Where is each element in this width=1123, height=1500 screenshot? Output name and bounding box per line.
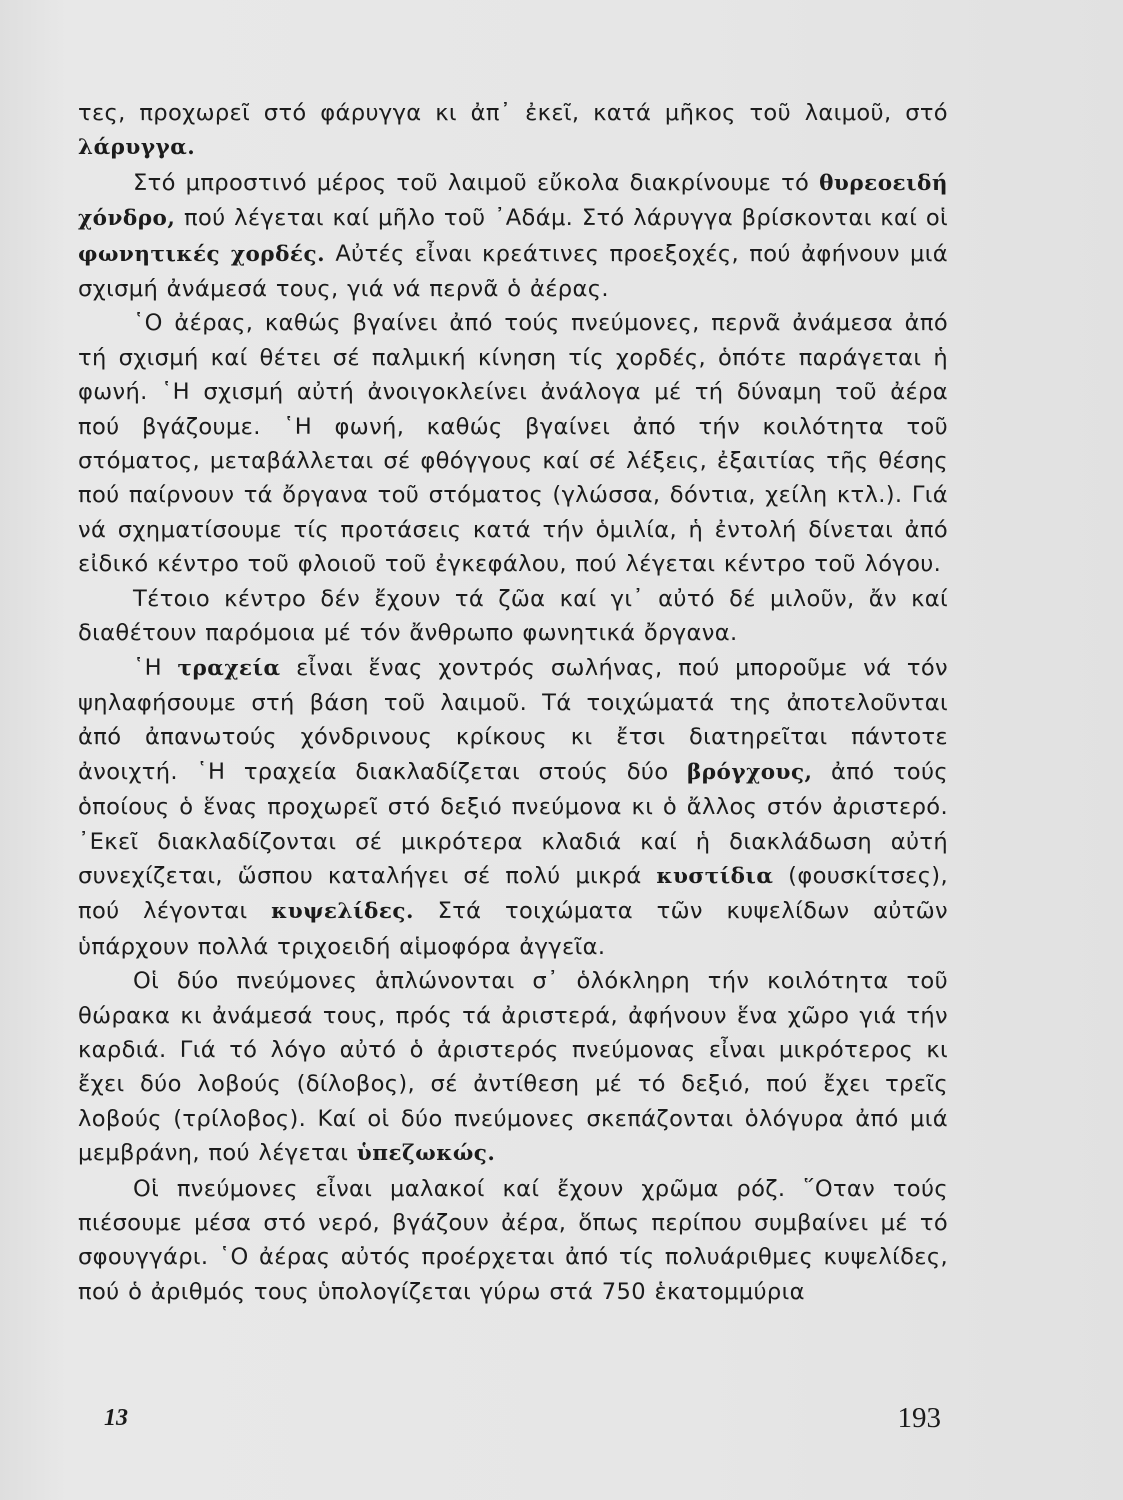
text-run: Στά τοιχώματα τῶν κυψελίδων αὐτῶν ὑπάρχουν πολλά τριχοειδή αἱμοφόρα ἀγγεῖα.: [78, 898, 948, 960]
paragraph: [78, 582, 948, 651]
bold-term: φωνητικές χορδές.: [78, 241, 326, 267]
paragraph: [78, 651, 948, 965]
text-run: ἀπό τούς ὁποίους ὁ ἕνας προχωρεῖ στό δεξιό πνεύμονα κι ὁ ἄλλος στόν ἀριστερό. ᾽Εκεῖ διακλαδίζονται σέ μικρότερα κλαδιά καί ἡ διακλάδωση αὐτή συνεχίζεται, ὥσπου καταλήγει σέ πολύ μικρά: [78, 758, 948, 889]
bold-term: τραχεία: [177, 655, 281, 681]
paragraph: [78, 306, 948, 581]
text-run: Τέτοιο κέντρο δέν ἔχουν τά ζῶα καί γι᾽ αὐτό δέ μιλοῦν, ἄν καί διαθέτουν παρόμοια μέ τόν ἄνθρωπο φωνητικά ὄργανα.: [78, 585, 948, 647]
bold-term: θυρεοειδή χόνδρο,: [78, 170, 948, 232]
text-run: Στό μπροστινό μέρος τοῦ λαιμοῦ εὔκολα διακρίνουμε τό: [133, 169, 820, 196]
bold-term: βρόγχους,: [686, 759, 813, 785]
text-run: Αὐτές εἶναι κρεάτινες προεξοχές, πού ἀφήνουν μιά σχισμή ἀνάμεσά τους, γιά νά περνᾶ ὁ ἀέρας.: [78, 240, 948, 303]
bold-term: κυψελίδες.: [271, 899, 414, 925]
text-run: πού λέγεται καί μῆλο τοῦ ᾽Αδάμ. Στό λάρυγγα βρίσκονται καί οἱ: [175, 205, 948, 232]
printer-signature-mark: 13: [104, 1405, 128, 1431]
paragraph: [78, 96, 948, 166]
page-number: 193: [897, 1402, 941, 1434]
paragraph: [78, 166, 948, 307]
text-run: τες, προχωρεῖ στό φάρυγγα κι ἀπ᾽ ἐκεῖ, κατά μῆκος τοῦ λαιμοῦ, στό: [78, 100, 948, 126]
bold-term: λάρυγγα.: [78, 135, 196, 161]
paragraph: [78, 964, 948, 1171]
text-run: Οἱ δύο πνεύμονες ἁπλώνονται σ᾽ ὁλόκληρη τήν κοιλότητα τοῦ θώρακα κι ἀνάμεσά τους, πρός τά ἀριστερά, ἀφήνουν ἕνα χῶρο γιά τήν καρδιά. Γιά τό λόγο αὐτό ὁ ἀριστερός πνεύμονας εἶναι μικρότερος κι ἔχει δύο λοβούς (δίλοβος), σέ ἀντίθεση μέ τό δεξιό, πού ἔχει τρεῖς λοβούς (τρίλοβος). Καί οἱ δύο πνεύμονες σκεπάζονται ὁλόγυρα ἀπό μιά μεμβράνη, πού λέγεται: [78, 968, 948, 1167]
body-text: [78, 96, 948, 1309]
paragraph: [78, 1172, 948, 1310]
text-run: ῾Ο ἀέρας, καθώς βγαίνει ἀπό τούς πνεύμονες, περνᾶ ἀνάμεσα ἀπό τή σχισμή καί θέτει σέ παλμική κίνηση τίς χορδές, ὁπότε παράγεται ἡ φωνή. ῾Η σχισμή αὐτή ἀνοιγοκλείνει ἀνάλογα μέ τή δύναμη τοῦ ἀέρα πού βγάζουμε. ῾Η φωνή, καθώς βγαίνει ἀπό τήν κοιλότητα τοῦ στόματος, μεταβάλλεται σέ φθόγγους καί σέ λέξεις, ἐξαιτίας τῆς θέσης πού παίρνουν τά ὄργανα τοῦ στόματος (γλώσσα, δόντια, χείλη κτλ.). Γιά νά σχηματίσουμε τίς προτάσεις κατά τήν ὁμιλία, ἡ ἐντολή δίνεται ἀπό εἰδικό κέντρο τοῦ φλοιοῦ τοῦ ἐγκεφάλου, πού λέγεται κέντρο τοῦ λόγου.: [78, 310, 948, 578]
bold-term: κυστίδια: [656, 863, 774, 889]
text-run: (φουσκίτσες), πού λέγονται: [78, 862, 948, 925]
text-run: εἶναι ἕνας χοντρός σωλήνας, πού μποροῦμε νά τόν ψηλαφήσουμε στή βάση τοῦ λαιμοῦ. Τά τοιχώματά της ἀποτελοῦνται ἀπό ἀπανωτούς χόνδρινους κρίκους κι ἔτσι διατηρεῖται πάντοτε ἀνοιχτή. ῾Η τραχεία διακλαδίζεται στούς δύο: [78, 654, 948, 785]
text-run: ῾Η: [133, 654, 178, 681]
bold-term: ὑπεζωκώς.: [356, 1141, 496, 1167]
text-run: Οἱ πνεύμονες εἶναι μαλακοί καί ἔχουν χρῶμα ρόζ. ῞Οταν τούς πιέσουμε μέσα στό νερό, βγάζουν ἀέρα, ὅπως περίπου συμβαίνει μέ τό σφουγγάρι. ῾Ο ἀέρας αὐτός προέρχεται ἀπό τίς πολυάριθμες κυψελίδες, πού ὁ ἀριθμός τους ὑπολογίζεται γύρω στά 750 ἑκατομμύρια: [78, 1175, 948, 1305]
